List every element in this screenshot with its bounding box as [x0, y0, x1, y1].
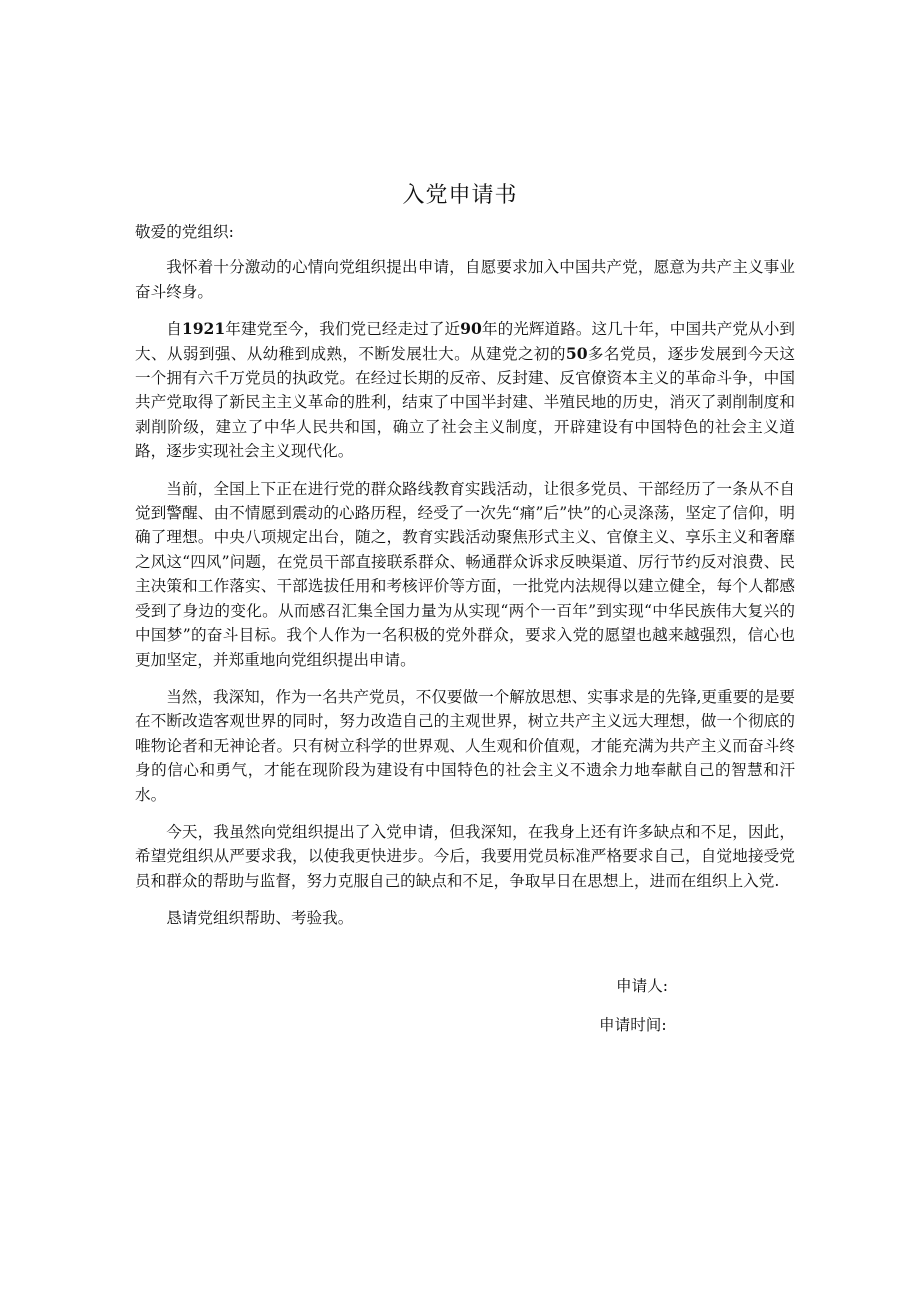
applicant-label: 申请人:: [616, 977, 669, 995]
founding-members-count: 50: [565, 343, 588, 363]
history-text-3: 年的光辉道路。这几十年，中国共产党从小到大、从弱到强、从幼稚到成熟，不断发展壮大。从建党之初的: [135, 320, 795, 363]
founding-year: 1921: [181, 319, 226, 339]
paragraph-intent: 我怀着十分激动的心情向党组织提出申请，自愿要求加入中国共产党，愿意为共产主义事业奋斗终身。: [135, 258, 795, 301]
paragraph-commitment: 今天，我虽然向党组织提出了入党申请，但我深知，在我身上还有许多缺点和不足，因此，希望党组织从严要求我，以使我更快进步。今后，我要用党员标准严格要求自己，自觉地接受党员和群众的帮助与监督，努力克服自己的缺点和不足，争取早日在思想上，进而在组织上入党.: [135, 822, 795, 890]
paragraph-understanding: 当然，我深知，作为一名共产党员，不仅要做一个解放思想、实事求是的先锋,更重要的是要在不断改造客观世界的同时，努力改造自己的主观世界，树立共产主义远大理想，做一个彻底的唯物论者和无神论者。只有树立科学的世界观、人生观和价值观，才能充满为共产主义而奋斗终身的信心和勇气，才能在现阶段为建设有中国特色的社会主义不遗余力地奉献自己的智慧和汗水。: [135, 687, 795, 804]
years-count: 90: [460, 319, 482, 339]
paragraph-request: 恳请党组织帮助、考验我。: [166, 909, 354, 928]
paragraph-current: 当前，全国上下正在进行党的群众路线教育实践活动，让很多党员、干部经历了一条从不自觉到警醒、由不情愿到震动的心路历程，经受了一次先“痛”后”快”的心灵涤荡，坚定了信仰，明确了理想。中央八项规定出台，随之，教育实践活动聚焦形式主义、官僚主义、享乐主义和奢靡之风这“四风”问题，在党员干部直接联系群众、畅通群众诉求反映渠道、厉行节约反对浪费、民主决策和工作落实、干部选拔任用和考核评价等方面，一批党内法规得以建立健全，每个人都感受到了身边的变化。从而感召汇集全国力量为从实现“两个一百年”到实现“中华民族伟大复兴的中国梦”的奋斗目标。我个人作为一名积极的党外群众，要求入党的愿望也越来越强烈，信心也更加坚定，并郑重地向党组织提出申请。: [135, 479, 795, 669]
application-date-label: 申请时间:: [599, 1016, 667, 1034]
salutation: 敬爱的党组织:: [135, 223, 234, 241]
history-text-4: 多名党员，逐步发展到今天这一个拥有六千万党员的执政党。在经过长期的反帝、反封建、反官僚资本主义的革命斗争，中国共产党取得了新民主主义革命的胜利，结束了中国半封建、半殖民地的历史，消灭了剥削制度和剥削阶级，建立了中华人民共和国，确立了社会主义制度，开辟建设有中国特色的社会主义道路，逐步实现社会主义现代化。: [135, 344, 795, 461]
history-text-2: 年建党至今，我们党已经走过了近: [225, 320, 461, 339]
document-title: 入党申请书: [402, 183, 518, 208]
paragraph-history: [135, 317, 795, 463]
document-body: [135, 220, 795, 944]
history-text-1: 自: [166, 320, 182, 339]
